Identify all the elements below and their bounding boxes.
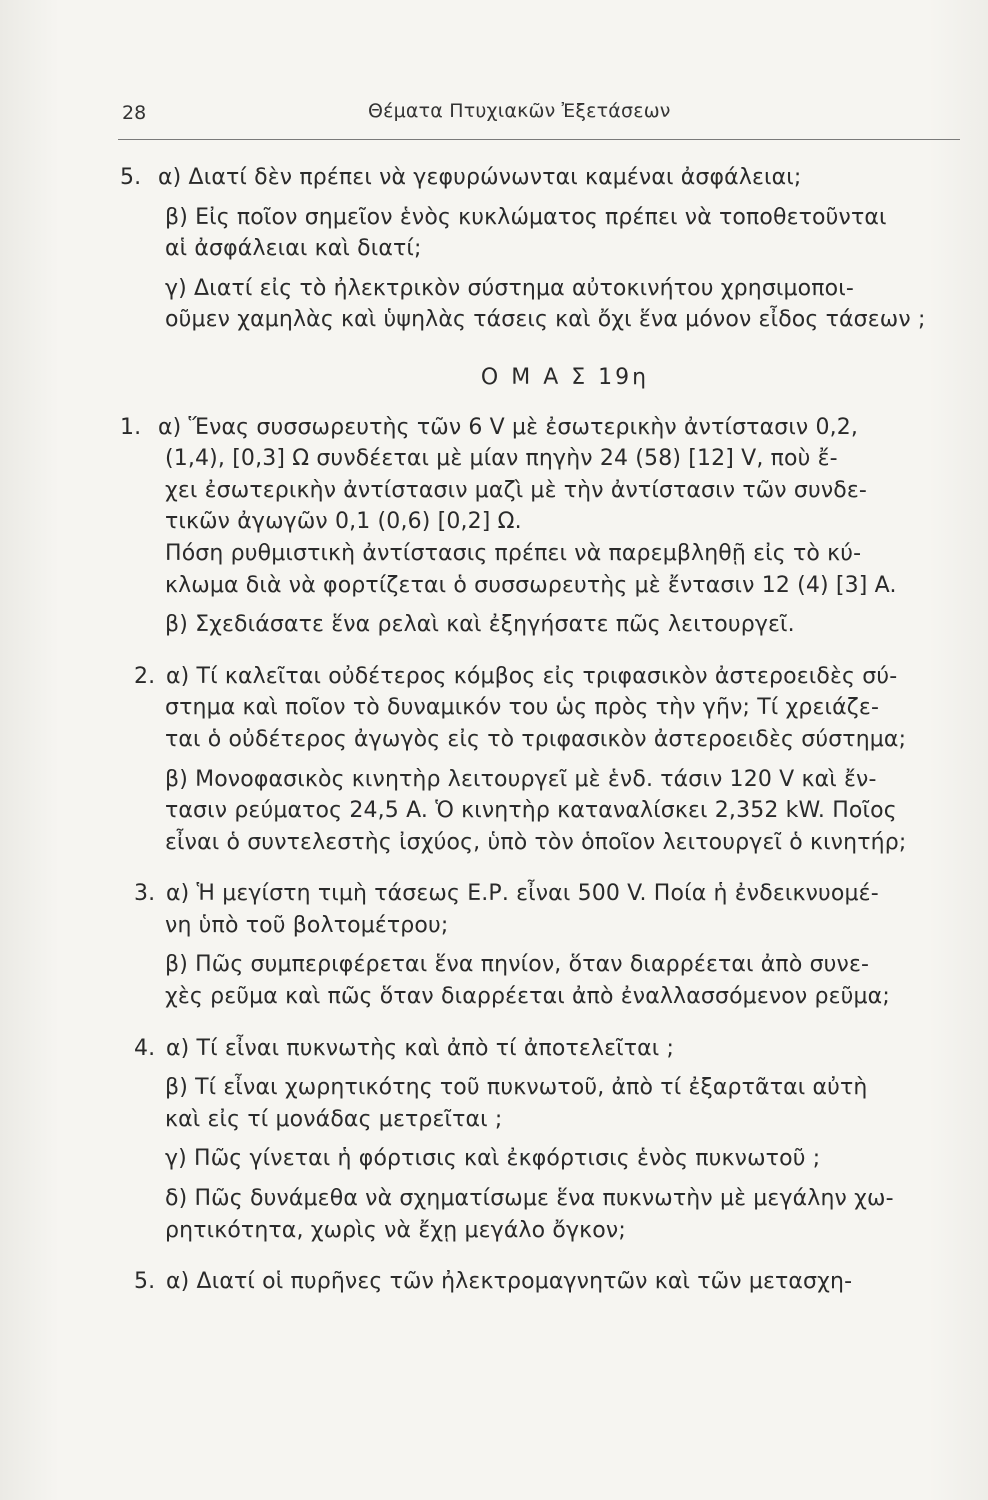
question-number: 3. — [134, 881, 156, 907]
question-number: 5. — [134, 1269, 156, 1295]
question-line: α) Τί εἶναι πυκνωτὴς καὶ ἀπὸ τί ἀποτελεῖται ; — [166, 1035, 675, 1061]
question-line: χὲς ρεῦμα καὶ πῶς ὅταν διαρρέεται ἀπὸ ἐναλλασσόμενον ρεῦμα; — [165, 984, 890, 1010]
prev-question-5-b — [120, 202, 970, 265]
page-body — [120, 162, 970, 1298]
question-number: 1. — [120, 414, 142, 440]
prev-question-5-c — [120, 273, 970, 336]
question-line: β) Μονοφασικὸς κινητὴρ λειτουργεῖ μὲ ἑνδ. τάσιν 120 V καὶ ἔν- — [165, 766, 877, 792]
question-2-b — [120, 764, 970, 859]
question-4-d — [120, 1183, 970, 1246]
page-number: 28 — [122, 102, 147, 124]
question-line: γ) Πῶς γίνεται ἡ φόρτισις καὶ ἐκφόρτισις ἑνὸς πυκνωτοῦ ; — [165, 1146, 821, 1172]
question-4-b — [120, 1072, 970, 1135]
question-1-b — [120, 609, 970, 641]
question-3-b — [120, 949, 970, 1012]
question-line: β) Εἰς ποῖον σημεῖον ἑνὸς κυκλώματος πρέπει νὰ τοποθετοῦνται — [165, 204, 887, 230]
question-number: 4. — [134, 1035, 156, 1061]
question-1 — [120, 412, 970, 602]
question-line: α) Ἡ μεγίστη τιμὴ τάσεως Ε.Ρ. εἶναι 500 V. Ποία ἡ ἐνδεικνυομέ- — [166, 881, 879, 907]
question-3 — [120, 878, 970, 941]
header-rule — [118, 139, 960, 140]
question-line: τικῶν ἀγωγῶν 0,1 (0,6) [0,2] Ω. — [165, 509, 522, 535]
question-line: ρητικότητα, χωρὶς νὰ ἔχῃ μεγάλο ὄγκον; — [165, 1217, 626, 1243]
running-title: Θέματα Πτυχιακῶν Ἐξετάσεων — [368, 100, 671, 122]
question-line: αἱ ἀσφάλειαι καὶ διατί; — [165, 236, 422, 262]
question-line: α) Τί καλεῖται οὐδέτερος κόμβος εἰς τριφασικὸν ἀστεροειδὲς σύ- — [166, 663, 898, 689]
question-number: 5. — [120, 165, 142, 190]
question-line: χει ἐσωτερικὴν ἀντίστασιν μαζὶ μὲ τὴν ἀντίστασιν τῶν συνδε- — [165, 477, 868, 503]
group-heading: Ο Μ Α Σ 19η — [480, 364, 650, 390]
question-line: γ) Διατί εἰς τὸ ἠλεκτρικὸν σύστημα αὐτοκινήτου χρησιμοποι- — [165, 275, 854, 301]
question-line: νη ὑπὸ τοῦ βολτομέτρου; — [165, 912, 449, 938]
question-2 — [120, 661, 970, 756]
question-line: ται ὁ οὐδέτερος ἀγωγὸς εἰς τὸ τριφασικὸν ἀστεροειδὲς σύστημα; — [165, 726, 907, 752]
question-line: β) Τί εἶναι χωρητικότης τοῦ πυκνωτοῦ, ἀπὸ τί ἐξαρτᾶται αὐτὴ — [165, 1075, 868, 1101]
question-line: τασιν ρεύματος 24,5 A. Ὁ κινητὴρ καταναλίσκει 2,352 kW. Ποῖος — [165, 798, 897, 824]
question-line: εἶναι ὁ συντελεστὴς ἰσχύος, ὑπὸ τὸν ὁποῖον λειτουργεῖ ὁ κινητήρ; — [165, 829, 907, 855]
question-line: α) Ἕνας συσσωρευτὴς τῶν 6 V μὲ ἐσωτερικὴν ἀντίστασιν 0,2, — [158, 414, 859, 440]
question-line: οῦμεν χαμηλὰς καὶ ὑψηλὰς τάσεις καὶ ὄχι ἕνα μόνον εἶδος τάσεων ; — [165, 307, 926, 333]
question-4 — [120, 1033, 970, 1065]
question-line: Πόση ρυθμιστικὴ ἀντίστασις πρέπει νὰ παρεμβληθῇ εἰς τὸ κύ- — [165, 540, 862, 566]
question-line: (1,4), [0,3] Ω συνδέεται μὲ μίαν πηγὴν 24 (58) [12] V, ποὺ ἔ- — [165, 446, 838, 472]
question-5 — [120, 1266, 970, 1298]
question-line: στημα καὶ ποῖον τὸ δυναμικόν του ὡς πρὸς τὴν γῆν; Τί χρειάζε- — [165, 695, 880, 721]
question-line: α) Διατί δὲν πρέπει νὰ γεφυρώνωνται καμέναι ἀσφάλειαι; — [158, 165, 802, 190]
prev-question-5 — [120, 162, 970, 194]
question-number: 2. — [134, 663, 156, 689]
page-header — [118, 96, 958, 136]
question-line: α) Διατί οἱ πυρῆνες τῶν ἠλεκτρομαγνητῶν καὶ τῶν μετασχη- — [166, 1269, 853, 1295]
question-line: δ) Πῶς δυνάμεθα νὰ σχηματίσωμε ἕνα πυκνωτὴν μὲ μεγάλην χω- — [165, 1186, 894, 1212]
question-line: κλωμα διὰ νὰ φορτίζεται ὁ συσσωρευτὴς μὲ ἔντασιν 12 (4) [3] A. — [165, 572, 897, 598]
question-4-c — [120, 1143, 970, 1175]
question-line: β) Πῶς συμπεριφέρεται ἕνα πηνίον, ὅταν διαρρέεται ἀπὸ συνε- — [165, 952, 870, 978]
question-line: β) Σχεδιάσατε ἕνα ρελαὶ καὶ ἐξηγήσατε πῶς λειτουργεῖ. — [165, 612, 795, 638]
question-line: καὶ εἰς τί μονάδας μετρεῖται ; — [165, 1106, 503, 1132]
